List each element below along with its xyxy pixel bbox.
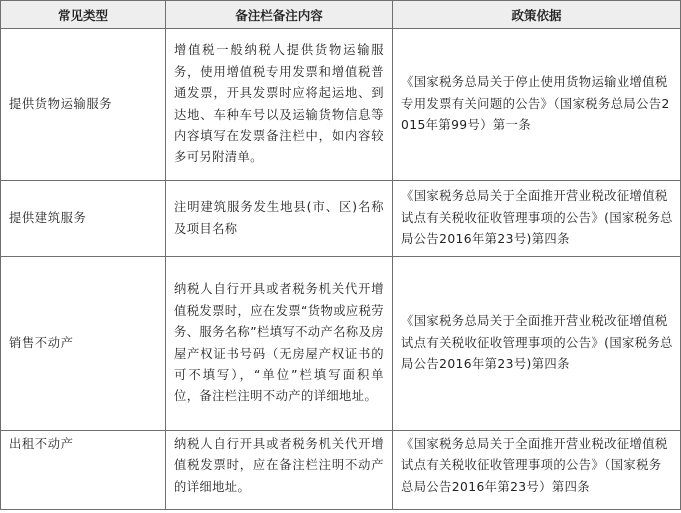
table-row — [1, 431, 681, 510]
row-basis-cell: 《国家税务总局关于全面推开营业税改征增值税试点有关税收征收管理事项的公告》(国家税务总局公告2016年第23号)第四条 — [393, 181, 681, 257]
row-type-cell: 提供货物运输服务 — [1, 29, 166, 181]
table-row — [1, 181, 681, 257]
row-basis-cell: 《国家税务总局关于全面推开营业税改征增值税试点有关税收征收管理事项的公告》（国家税务总局公告2016年第23号）第四条 — [393, 431, 681, 510]
row-type-cell: 销售不动产 — [1, 257, 166, 431]
row-note-cell: 注明建筑服务发生地县(市、区)名称及项目名称 — [166, 181, 393, 257]
header-policy-basis: 政策依据 — [393, 1, 681, 29]
header-common-type: 常见类型 — [1, 1, 166, 29]
row-note-cell: 纳税人自行开具或者税务机关代开增值税发票时，应在备注栏注明不动产的详细地址。 — [166, 431, 393, 510]
table-row — [1, 29, 681, 181]
row-basis-cell: 《国家税务总局关于停止使用货物运输业增值税专用发票有关问题的公告》（国家税务总局公告2015年第99号）第一条 — [393, 29, 681, 181]
header-note-content: 备注栏备注内容 — [166, 1, 393, 29]
row-note-cell: 纳税人自行开具或者税务机关代开增值税发票时，应在发票“货物或应税劳务、服务名称”栏填写不动产名称及房屋产权证书号码（无房屋产权证书的可不填写），“单位”栏填写面积单位，备注栏注明不动产的详细地址。 — [166, 257, 393, 431]
row-type-cell: 提供建筑服务 — [1, 181, 166, 257]
row-note-cell: 增值税一般纳税人提供货物运输服务，使用增值税专用发票和增值税普通发票，开具发票时应将起运地、到达地、车种车号以及运输货物信息等内容填写在发票备注栏中，如内容较多可另附清单。 — [166, 29, 393, 181]
row-type-cell: 出租不动产 — [1, 431, 166, 510]
row-basis-cell: 《国家税务总局关于全面推开营业税改征增值税试点有关税收征收管理事项的公告》(国家税务总局公告2016年第23号)第四条 — [393, 257, 681, 431]
table-header-row — [1, 1, 681, 29]
table-row — [1, 257, 681, 431]
